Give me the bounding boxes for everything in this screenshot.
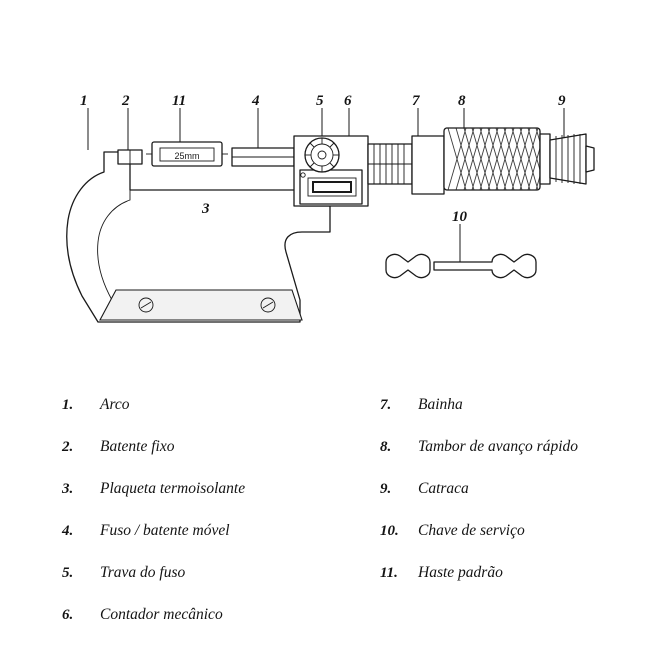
callout-9: 9 (558, 93, 566, 109)
frame-arco (67, 152, 330, 322)
legend-label-haste-padrao: Haste padrão (418, 564, 503, 581)
legend-label-bainha: Bainha (418, 396, 463, 413)
legend-item-3 (62, 480, 332, 522)
callout-1: 1 (80, 93, 88, 109)
callout-2: 2 (122, 93, 130, 109)
callout-3: 3 (202, 201, 210, 217)
callout-5: 5 (316, 93, 324, 109)
legend-item-10 (380, 522, 650, 564)
sleeve-bainha (368, 144, 412, 184)
legend-item-9 (380, 480, 650, 522)
legend-item-5 (62, 564, 332, 606)
standard-rod (146, 142, 228, 166)
service-wrench (386, 254, 536, 277)
legend-item-1 (62, 396, 332, 438)
legend-label-arco: Arco (100, 396, 130, 413)
legend-label-catraca: Catraca (418, 480, 469, 497)
spindle (232, 148, 294, 166)
legend-number: 4. (62, 523, 74, 539)
spindle-lock (305, 138, 339, 172)
legend-number: 6. (62, 607, 74, 623)
legend-label-tambor-avanco-rapido: Tambor de avanço rápido (418, 438, 579, 455)
legend-label-batente-fixo: Batente fixo (100, 438, 175, 455)
legend-number: 2. (62, 439, 74, 455)
legend (0, 380, 650, 650)
legend-item-8 (380, 438, 650, 480)
micrometer-body (294, 136, 368, 206)
legend-number: 1. (62, 397, 74, 413)
callout-6: 6 (344, 93, 352, 109)
legend-item-6 (62, 606, 332, 648)
legend-label-trava-do-fuso: Trava do fuso (100, 564, 186, 581)
callout-7: 7 (412, 93, 420, 109)
legend-number: 3. (62, 481, 74, 497)
legend-number: 11. (380, 565, 398, 581)
legend-column-right (332, 380, 650, 650)
legend-number: 9. (380, 481, 392, 497)
legend-item-11 (380, 564, 650, 606)
callout-11: 11 (172, 93, 187, 109)
legend-item-7 (380, 396, 650, 438)
legend-label-plaqueta-termoisolante: Plaqueta termoisolante (100, 480, 246, 497)
legend-number: 10. (380, 523, 399, 539)
legend-label-contador-mecanico: Contador mecânico (100, 606, 223, 623)
legend-number: 5. (62, 565, 74, 581)
legend-label-chave-de-servico: Chave de serviço (418, 522, 525, 539)
fixed-anvil (118, 150, 142, 164)
legend-number: 7. (380, 397, 392, 413)
rapid-advance-drum (412, 128, 540, 194)
callout-8: 8 (458, 93, 466, 109)
legend-label-fuso-batente-movel: Fuso / batente móvel (100, 522, 230, 539)
legend-number: 8. (380, 439, 392, 455)
legend-item-2 (62, 438, 332, 480)
legend-item-4 (62, 522, 332, 564)
callout-4: 4 (252, 93, 260, 109)
legend-column-left (0, 380, 332, 650)
callout-10: 10 (452, 209, 467, 225)
standard-rod-label: 25mm (174, 151, 200, 161)
ratchet-catraca (540, 134, 594, 184)
